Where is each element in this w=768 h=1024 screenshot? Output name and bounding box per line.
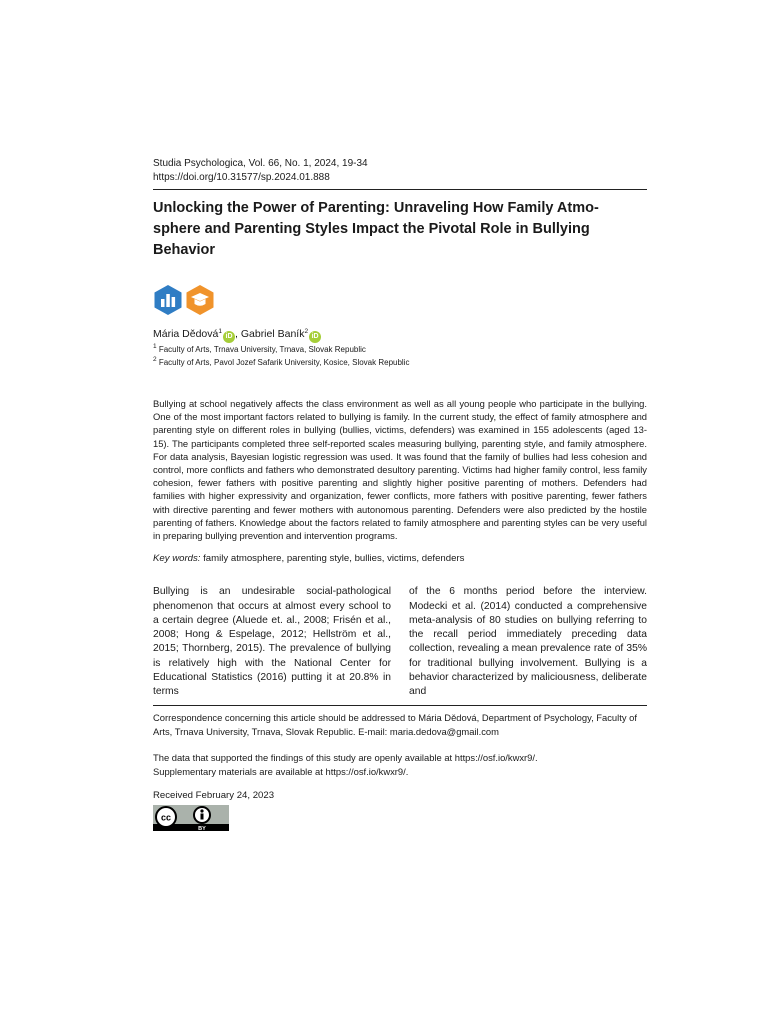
article-title: [153, 198, 647, 261]
author-name: Gabriel Baník: [240, 328, 305, 340]
article-first-page: [153, 157, 647, 836]
affiliations: [153, 343, 647, 369]
data-availability-line[interactable]: The data that supported the findings of this study are openly available at https://osf.io/kwxr9/.: [153, 752, 538, 764]
orcid-icon[interactable]: iD: [223, 331, 235, 343]
open-science-badges: [153, 284, 647, 316]
open-materials-badge-icon[interactable]: [185, 284, 215, 316]
author-separator: ,: [235, 328, 241, 340]
by-icon-text: BY: [198, 826, 206, 832]
affiliation-1: [153, 343, 647, 356]
body-column-left: Bullying is an undesirable social-pathological phenomenon that occurs at almost every school to a certain degree (Aluede et. al., 2008; Frisén et al., 2008; Hong & Espelage, 2012; Hellström et al., 2015; Thornberg, 2015). The prevalence of bullying is relatively high with the National Center for Educational Statistics (2016) putting it at 20.8% in terms: [153, 586, 391, 698]
title-line: sphere and Parenting Styles Impact the Pivotal Role in Bullying: [153, 221, 590, 237]
title-line: Unlocking the Power of Parenting: Unraveling How Family Atmo-: [153, 200, 599, 216]
cc-by-license-icon[interactable]: [153, 805, 229, 831]
author-list: [153, 327, 647, 343]
body-text: [153, 585, 647, 703]
correspondence-note: Correspondence concerning this article should be addressed to Mária Dědová, Department of Psychology, Faculty of Arts, Trnava University, Trnava, Slovak Republic. E-mail: maria.dedova@gmail.com: [153, 712, 637, 737]
journal-citation: Studia Psychologica, Vol. 66, No. 1, 2024, 19-34: [153, 158, 368, 169]
received-date: Received February 24, 2023: [153, 790, 275, 802]
author-affiliation-marker: 2: [304, 328, 309, 335]
doi-link[interactable]: https://doi.org/10.31577/sp.2024.01.888: [153, 172, 330, 183]
orcid-icon[interactable]: iD: [309, 331, 321, 343]
abstract: Bullying at school negatively affects the class environment as well as all young people who participate in the bullying. One of the most important factors related to bullying is family. In the current study, the effect of family atmosphere and parenting style on different roles in bullying (bullies, victims, defenders) was examined in 155 adolescents (aged 13-15). The participants completed three self-reported scales measuring bullying, parenting style, and family atmosphere. For data analysis, Bayesian logistic regression was used. It was found that the family of bullies had less cohesion and control, more conflicts and fathers who demonstrated desultory parenting. Victims had higher family control, less family cohesion, fewer fathers with positive parenting and slightly higher positive parenting of mothers. Defenders had families with higher expressivity and organization, fewer conflicts, more fathers with positive parenting, fewer fathers with directive parenting and fewer mothers with autonomous parenting. Defenders were also predicted by the hostile parenting of fathers. Knowledge about the factors related to family atmosphere and parenting styles can be very useful in preparing bullying prevention and intervention programs.: [153, 398, 647, 542]
cc-icon-text: cc: [160, 812, 172, 823]
affiliation-text: Faculty of Arts, Pavol Jozef Safarik University, Kosice, Slovak Republic: [156, 358, 410, 367]
affiliation-text: Faculty of Arts, Trnava University, Trnava, Slovak Republic: [156, 345, 366, 354]
affiliation-marker: 2: [153, 356, 157, 363]
body-column-right: of the 6 months period before the interview. Modecki et al. (2014) conducted a comprehensive meta-analysis of 80 studies on bullying referring to the recall period immediately preceding data collection, revealing a mean prevalence rate of 35% for traditional bullying involvement. Bullying is a behavior characterized by maliciousness, deliberate and: [409, 586, 647, 698]
affiliation-marker: 1: [153, 343, 157, 350]
keywords-label: Key words:: [153, 553, 201, 565]
footnote-divider: [153, 705, 647, 706]
open-data-badge-icon[interactable]: [153, 284, 183, 316]
author-name: Mária Dědová: [153, 328, 219, 340]
keywords: [153, 553, 647, 564]
title-line: Behavior: [153, 242, 216, 258]
author-affiliation-marker: 1: [218, 328, 222, 335]
journal-header: [153, 157, 647, 185]
keywords-text: family atmosphere, parenting style, bullies, victims, defenders: [200, 553, 465, 565]
affiliation-2: [153, 356, 647, 369]
data-availability-note: [153, 751, 647, 778]
supplementary-line[interactable]: Supplementary materials are available at https://osf.io/kwxr9/.: [153, 765, 409, 777]
header-divider: [153, 189, 647, 190]
